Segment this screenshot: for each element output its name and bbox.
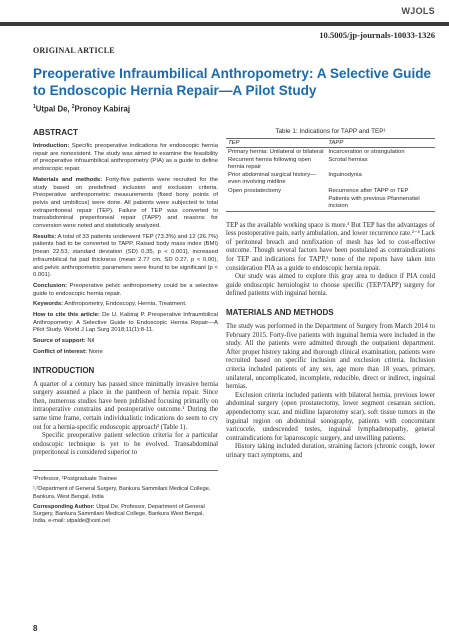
table-cell: Open prostatectomy: [228, 187, 282, 194]
journal-abbrev: WJOLS: [401, 6, 435, 16]
methods-p2: Exclusion criteria included patients with bilateral hernia, previous lower abdominal surgery (open prostatectomy, lower segment cesarean section, appendectomy scar, and midline laparotomy scar), soft tissue tumors in the inguinal region on abdominal sonography, patients with concomitant varicocele, undescended testes, inguinal lymphadenopathy, general contraindications for laparoscopic surgery, and unwilling patients.: [226, 391, 435, 442]
author-2: Pronoy Kabiraj: [74, 104, 130, 114]
introduction-p2: Specific preoperative patient selection criteria for a particular endoscopic technique is yet to be evolved. Transabdominal preperitoneal is considered superior to: [33, 432, 218, 457]
table-row: [226, 172, 435, 187]
methods-p3: History taking included duration, straining factors (chronic cough, lower urinary tract symptoms, and: [226, 443, 435, 459]
abstract-conflict: [33, 349, 218, 357]
header-rule: [0, 22, 449, 26]
abstract-keywords: [33, 301, 218, 309]
introduction-p1: A quarter of a century has passed since minimally invasive hernia surgery assumed a place in the pantheon of hernia repair. Since then, numerous studies have been published focusing primarily on intraoperative constrains and postoperative outcome.¹ During the same time frame, certain individualistic indications do seem to cry out for a hernia-specific endoscopic approach² (Table 1).: [33, 380, 218, 431]
table-cell: Inguinodynia: [328, 172, 362, 179]
abstract-introduction: [33, 143, 218, 174]
table-cell: Primary hernia: Unilateral or bilateral: [228, 148, 324, 155]
abstract-results-label: Results:: [33, 233, 57, 240]
author-1-affil: 1: [33, 104, 36, 110]
table-col-tapp: TAPP: [326, 139, 435, 148]
abstract-methods-label: Materials and methods:: [33, 176, 103, 183]
footnote-roles: ¹Professor, ²Postgraduate Trainee: [33, 475, 117, 482]
abstract-conclusion-label: Conclusion:: [33, 282, 68, 289]
table-cell: [226, 195, 326, 211]
keywords-text: Anthropometry, Endoscopy, Hernia, Treatment.: [63, 301, 187, 308]
abstract-intro-text: Specific preoperative indications for endoscopic hernia repair are nonexistent. The study was aimed to examine the feasibility of preoperative infraumbilical anthropometry (PIA) as a guide to define endoscopic repair.: [33, 143, 218, 173]
table-cell: Recurrent hernia following open hernia repair: [228, 156, 312, 170]
footnote-correspondence: [33, 504, 218, 526]
abstract-results: [33, 234, 218, 280]
support-label: Source of support:: [33, 338, 86, 345]
abstract-support: [33, 338, 218, 346]
abstract-methods-text: Forty-five patients were recruited for the study based on predefined inclusion and exclusion criteria. Preoperative anthropometric measurements (fixed bony points of pelvis and umbilicus) were done. All patients were subjected to total extraperitoneal repair (TEP). Failure of TEP was converted to transabdominal preperitoneal repair (TAPP) and reasons for conversion were noted and statistically analyzed.: [33, 176, 218, 230]
abstract-results-text: A total of 33 patients underwent TEP (73.3%) and 12 (26.7%) patients had to be converted to TAPP. Raised body mass index (BMI) [mean 22.53, standard deviation (SD) 0.35, p < 0.001], increased infraumbilical fat pad thickness (mean 2.77 cm, SD 0.27, p < 0.00), and pelvic anthropometric parameters were found to be significant (p < 0.001).: [33, 233, 218, 279]
table-cell: Scrotal hernias: [328, 156, 368, 163]
right-body-p2: Our study was aimed to explore this gray area to deduce if PIA could guide endoscopic herniologist to choose specific (TEP/TAPP) surgery for defined patients with inguinal hernia.: [226, 273, 435, 298]
abstract-conclusion-text: Preoperative pelvic anthropometry could be a selective guide to endoscopic hernia repair.: [33, 282, 218, 297]
methods-heading: MATERIALS AND METHODS: [226, 307, 334, 317]
authors: [33, 104, 130, 114]
author-2-affil: 2: [71, 104, 75, 110]
table-cell: Recurrence after TAPP or TEP: [328, 187, 409, 194]
right-body: [226, 222, 435, 461]
support-text: Nil: [85, 338, 95, 345]
page-title: Preoperative Infraumbilical Anthropometry: A Selective Guide to Endoscopic Hernia Repair—A Pilot Study: [33, 66, 432, 98]
abstract-citation: [33, 312, 218, 335]
footnotes: [33, 470, 218, 526]
cite-label: How to cite this article:: [33, 312, 100, 319]
abstract-heading: ABSTRACT: [33, 128, 79, 137]
page-number: 8: [33, 624, 38, 633]
table-row: [226, 156, 435, 171]
article-type: ORIGINAL ARTICLE: [33, 46, 115, 55]
abstract-methods: [33, 177, 218, 231]
corresponding-label: Corresponding Author:: [33, 503, 95, 510]
footnote-department: ¹,²Department of General Surgery, Bankura Sammilani Medical College, Bankura, West Bengal, India: [33, 486, 211, 500]
table-1: [226, 138, 435, 212]
abstract-conclusion: [33, 283, 218, 298]
left-column: [33, 128, 218, 529]
table-header-row: [226, 139, 435, 148]
methods-p1: The study was performed in the Department of Surgery from March 2014 to February 2015. Forty-five patients with inguinal hernia were included in the study. All the patients were admitted through the outpatient department. After proper history taking and thorough clinical examination, patients were recruited based on specific inclusion and exclusion criteria. Inclusion criteria included patients of any sex, age more than 18 years, primary, unilateral, uncomplicated, incomplete, reducible, direct or indirect, inguinal hernias.: [226, 322, 435, 391]
table-cell: Patients with previous Pfannenstiel incision: [326, 195, 435, 211]
right-column: [226, 128, 435, 460]
table-cell: Prior abdominal surgical history—even involving midline: [228, 172, 317, 186]
table-1-caption: Table 1: Indications for TAPP and TEP¹: [275, 128, 386, 135]
table-row: [226, 148, 435, 157]
corresponding-text: Utpal De, Professor, Department of General Surgery, Bankura Sammilani Medical College, Bankura West Bengal, India, e-mail: utpalde@vsnl.net: [33, 503, 205, 525]
conflict-label: Conflict of interest:: [33, 348, 87, 355]
right-body-p1: TEP as the available working space is more.³ But TEP has the advantages of less postoperative pain, early ambulation, and lower recurrence rate.²⁻⁴ Lack of peritoneal breach and nonfixation of mesh has led to cost-effective outcome. Though several factors have been postulated as contraindications for TEP and indications for TAPP,⁵ none of the reports have taken into consideration PIA as a guide to endoscopic hernia repair.: [226, 221, 435, 272]
table-row: [226, 187, 435, 195]
abstract-intro-label: Introduction:: [33, 143, 70, 149]
doi[interactable]: 10.5005/jp-journals-10033-1326: [319, 30, 435, 40]
table-cell: Incarceration or strangulation: [328, 148, 405, 155]
keywords-label: Keywords:: [33, 301, 64, 308]
author-1: Utpal De,: [35, 104, 72, 114]
table-col-tep: TEP: [226, 139, 326, 148]
table-row: [226, 195, 435, 211]
conflict-text: None: [87, 348, 103, 355]
introduction-heading: INTRODUCTION: [33, 365, 95, 375]
cite-text: De U, Kabiraj P. Preoperative Infraumbilical Anthropometry: A Selective Guide to Endoscopic Hernia Repair—A Pilot Study. World J Lap Surg 2018;11(1):8-11.: [33, 312, 219, 334]
